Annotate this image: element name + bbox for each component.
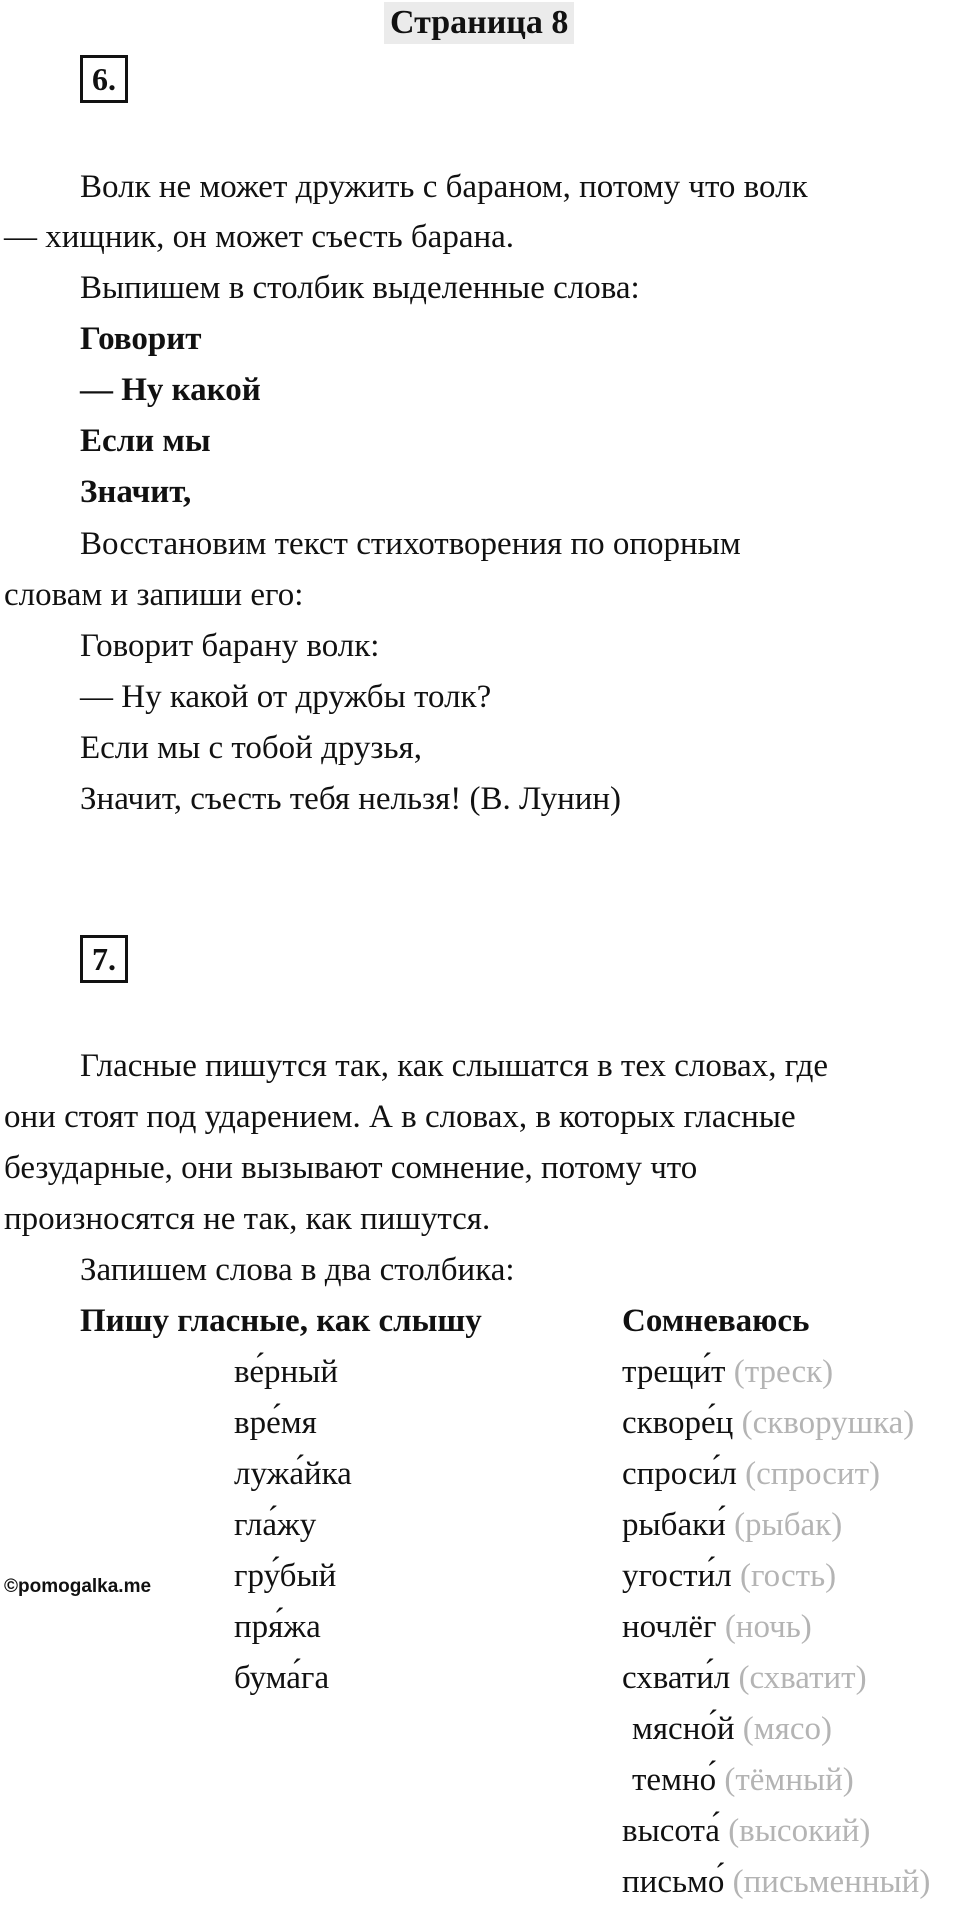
task-number-7: 7. bbox=[80, 935, 128, 983]
doubt-row bbox=[622, 1811, 870, 1851]
check-word: (гость) bbox=[739, 1558, 837, 1594]
column-header-doubt: Сомневаюсь bbox=[622, 1303, 810, 1339]
stressed-word: пря́жа bbox=[234, 1609, 321, 1645]
poem-line: Говорит барану волк: bbox=[80, 628, 380, 664]
task6-para-line-2: — хищник, он может съесть барана. bbox=[4, 219, 515, 255]
watermark: ©pomogalka.me bbox=[4, 1576, 152, 1597]
task6-instruction-2-line-1: Восстановим текст стихотворения по опорным bbox=[80, 526, 741, 562]
doubt-row bbox=[632, 1709, 832, 1749]
poem-line: Если мы с тобой друзья, bbox=[80, 730, 422, 766]
check-word: (высокий) bbox=[728, 1813, 871, 1849]
check-word: (ночь) bbox=[724, 1609, 812, 1645]
task7-para-line: безударные, они вызывают сомнение, потому что bbox=[4, 1150, 698, 1186]
task7-para-line: Гласные пишутся так, как слышатся в тех словах, где bbox=[80, 1048, 829, 1084]
poem-line: — Ну какой от дружбы толк? bbox=[80, 679, 492, 715]
doubt-row bbox=[622, 1505, 842, 1545]
doubt-word: спроси́л bbox=[622, 1456, 737, 1492]
check-word: (скворушка) bbox=[741, 1405, 915, 1441]
stressed-word: бума́га bbox=[234, 1660, 330, 1696]
task6-instruction-2-line-2: словам и запиши его: bbox=[4, 577, 304, 613]
stressed-word: лужа́йка bbox=[234, 1456, 352, 1492]
bold-word: — Ну какой bbox=[80, 372, 261, 408]
doubt-word: трещи́т bbox=[622, 1354, 726, 1390]
task7-instruction: Запишем слова в два столбика: bbox=[80, 1252, 515, 1288]
check-word: (схватит) bbox=[738, 1660, 867, 1696]
task-number-6: 6. bbox=[80, 55, 128, 103]
task6-para-line-1: Волк не может дружить с бараном, потому что волк bbox=[80, 169, 808, 205]
column-header-sure: Пишу гласные, как слышу bbox=[80, 1303, 482, 1339]
doubt-row bbox=[622, 1403, 914, 1443]
check-word: (мясо) bbox=[742, 1711, 832, 1747]
check-word: (рыбак) bbox=[734, 1507, 843, 1543]
doubt-word: письмо́ bbox=[622, 1864, 725, 1900]
doubt-word: схвати́л bbox=[622, 1660, 731, 1696]
check-word: (спросит) bbox=[745, 1456, 880, 1492]
doubt-word: рыбаки́ bbox=[622, 1507, 726, 1543]
stressed-word: ве́рный bbox=[234, 1354, 339, 1390]
doubt-word: угости́л bbox=[622, 1558, 732, 1594]
bold-word: Если мы bbox=[80, 423, 211, 459]
stressed-word: гру́бый bbox=[234, 1558, 337, 1594]
bold-word: Значит, bbox=[80, 474, 192, 510]
poem-line: Значит, съесть тебя нельзя! (В. Лунин) bbox=[80, 781, 622, 817]
doubt-word: высота́ bbox=[622, 1813, 720, 1849]
task7-para-line: произносятся не так, как пишутся. bbox=[4, 1201, 491, 1237]
doubt-row bbox=[622, 1556, 836, 1596]
task7-para-line: они стоят под ударением. А в словах, в которых гласные bbox=[4, 1099, 796, 1135]
doubt-row bbox=[622, 1658, 867, 1698]
bold-word: Говорит bbox=[80, 321, 202, 357]
doubt-row bbox=[632, 1760, 854, 1800]
doubt-row bbox=[622, 1862, 930, 1902]
check-word: (тёмный) bbox=[724, 1762, 854, 1798]
stressed-word: гла́жу bbox=[234, 1507, 317, 1543]
task6-instruction-1: Выпишем в столбик выделенные слова: bbox=[80, 270, 640, 306]
doubt-word: темно́ bbox=[632, 1762, 717, 1798]
doubt-row bbox=[622, 1454, 880, 1494]
doubt-row bbox=[622, 1352, 833, 1392]
page-title: Страница 8 bbox=[384, 2, 574, 44]
stressed-word: вре́мя bbox=[234, 1405, 317, 1441]
check-word: (письменный) bbox=[732, 1864, 931, 1900]
doubt-word: скворе́ц bbox=[622, 1405, 734, 1441]
doubt-word: ночлёг bbox=[622, 1609, 717, 1645]
check-word: (треск) bbox=[733, 1354, 834, 1390]
doubt-row bbox=[622, 1607, 812, 1647]
doubt-word: мясно́й bbox=[632, 1711, 735, 1747]
